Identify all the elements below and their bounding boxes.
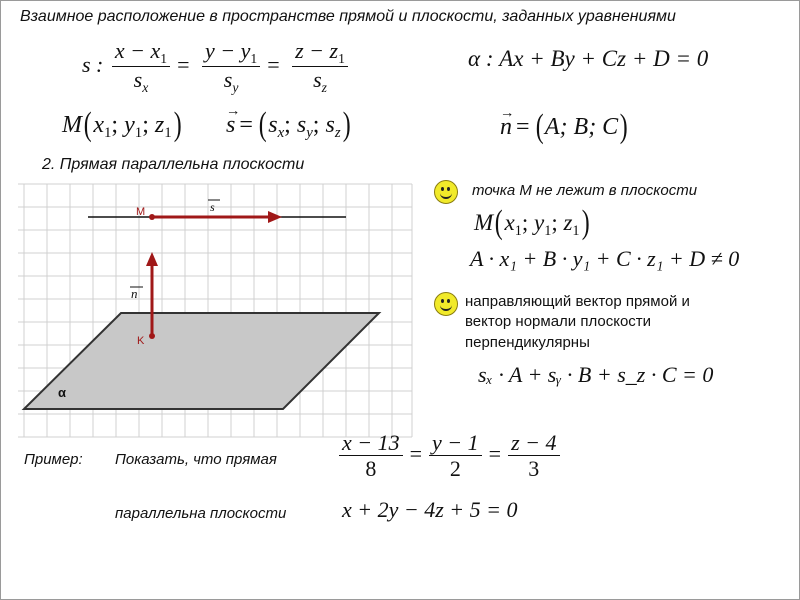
condition-2-formula: sₓ · A + sᵧ · B + s_z · C = 0 [478, 362, 714, 387]
smiley-icon [434, 292, 458, 316]
direction-vector: → $s = (s_x$; $s_y$; $s_z$) [226, 106, 352, 144]
condition-1-formula: A · x₁ + B · y₁ + C · z₁ + D ≠ 0 [470, 246, 740, 271]
point-k [149, 333, 155, 339]
condition-1-point: $M(x_1$; $y_1$; $z_1$) [474, 204, 590, 241]
point-m [149, 214, 155, 220]
slide-title: Взаимное расположение в пространстве прямой и плоскости, заданных уравнениями [20, 8, 676, 25]
smiley-icon [434, 180, 458, 204]
direction-vector-arrowhead [268, 211, 282, 223]
normal-vector-arrowhead [146, 252, 158, 266]
example-label: Пример: [24, 451, 83, 468]
plane-alpha [24, 313, 379, 409]
condition-1-text: точка М не лежит в плоскости [472, 182, 698, 199]
line-equation: s : $\frac{x - x_1}{s_x}$ = $\frac{y - y_1}{s_y}$ = $\frac{z - z_1}{s_z}$ [82, 38, 351, 96]
example-line-equation: $\frac{x - 13}{8}$ = $\frac{y - 1}{2}$ = $\frac{z - 4}{3}$ [336, 430, 563, 482]
example-plane-equation: x + 2y − 4z + 5 = 0 [342, 497, 518, 522]
normal-vector: → n = (A; B; C) [500, 108, 630, 146]
point-m-coordinates: $M(x_1$; $y_1$; $z_1$) [62, 106, 182, 143]
label-s: s [210, 200, 215, 214]
plane-equation: α : Ax + By + Cz + D = 0 [468, 46, 709, 71]
label-n: n [131, 286, 138, 301]
section-heading: 2. Прямая параллельна плоскости [42, 156, 305, 173]
line-label: s : [82, 51, 104, 77]
line-fraction-z: $\frac{z - z_1}{s_z}$ [292, 38, 348, 96]
example-text-plane: параллельна плоскости [115, 505, 287, 522]
line-fraction-x: $\frac{x - x_1}{s_x}$ [112, 38, 170, 96]
label-k: K [137, 335, 145, 347]
line-fraction-y: $\frac{y - y_1}{s_y}$ [202, 38, 260, 96]
label-m: M [136, 206, 146, 218]
example-text-line: Показать, что прямая [115, 451, 277, 468]
label-alpha: α [58, 385, 66, 400]
condition-2-text: направляющий вектор прямой и вектор нормали плоскости перпендикулярны [465, 293, 690, 351]
